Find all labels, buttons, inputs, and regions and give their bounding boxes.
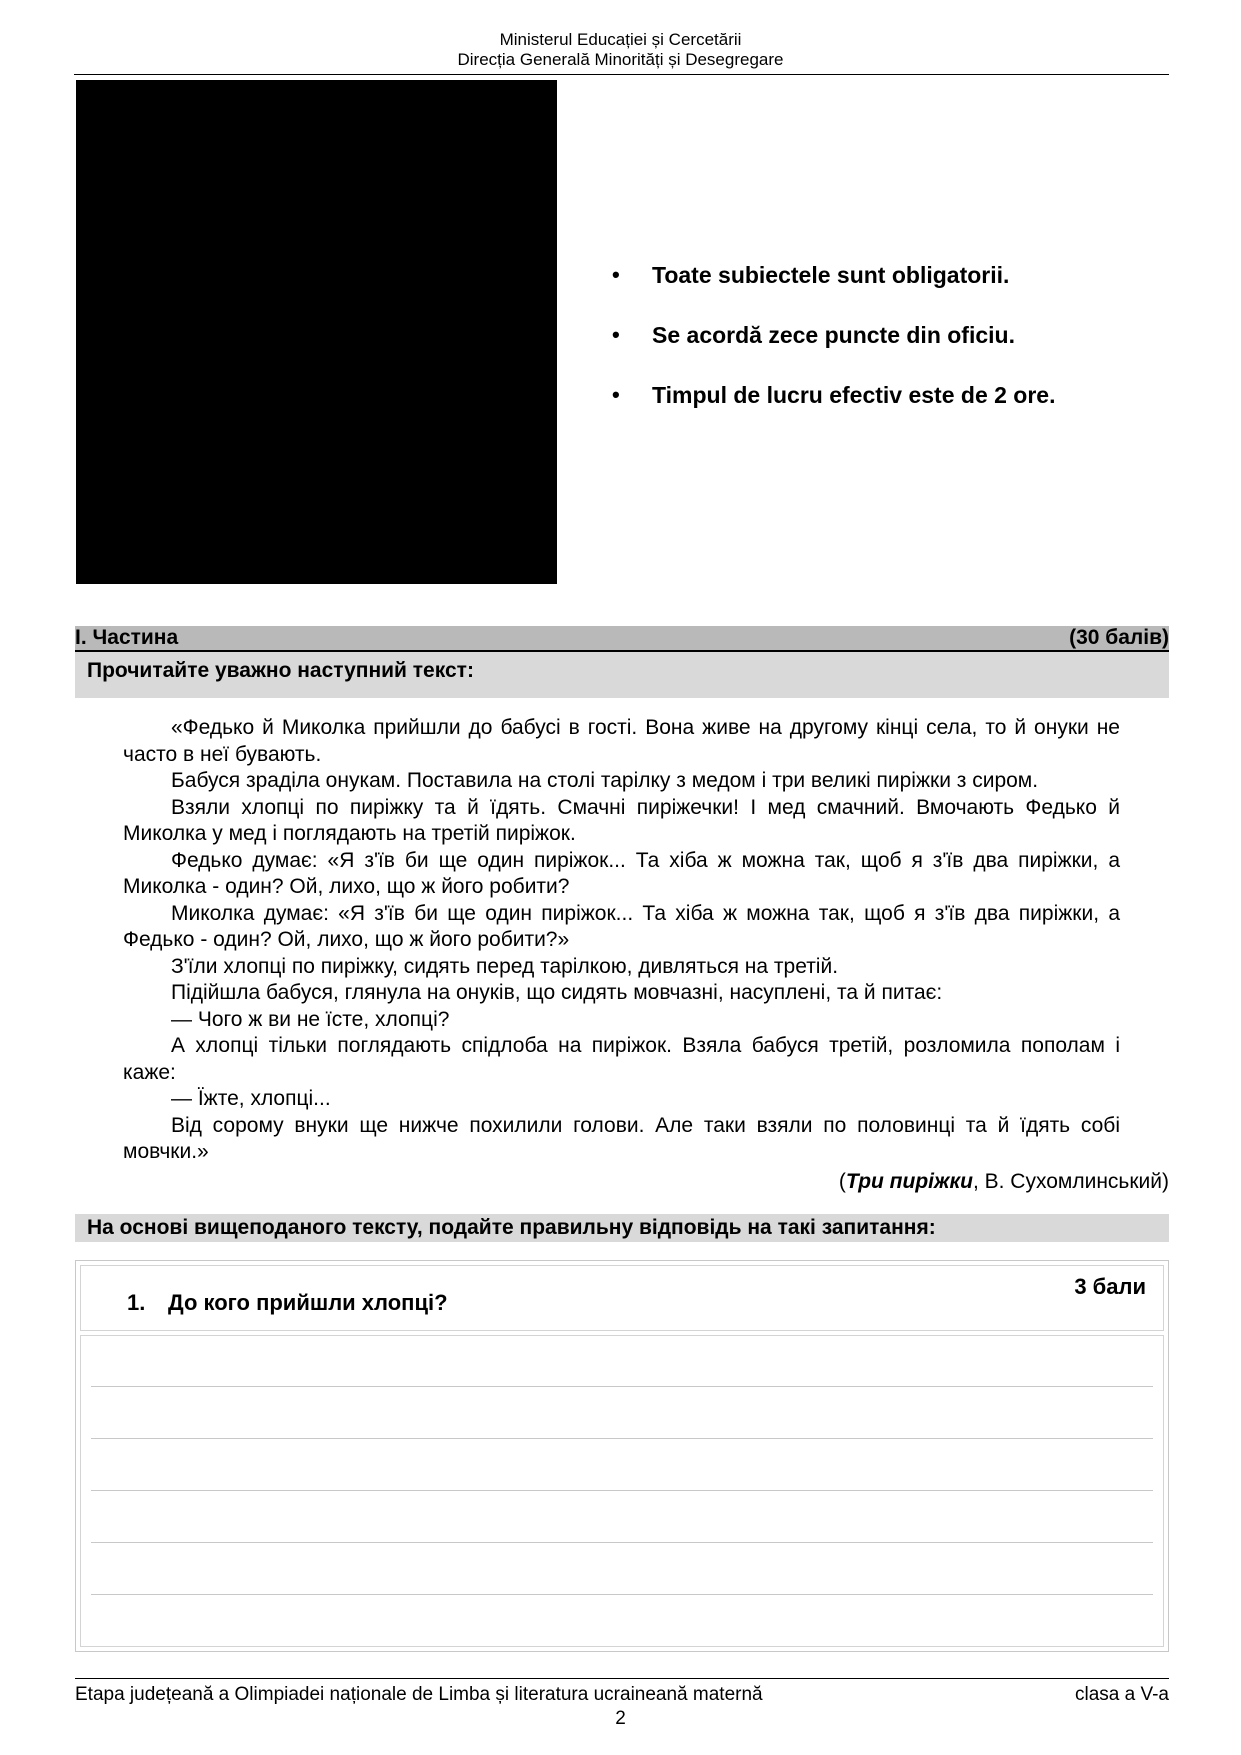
question-points: 3 бали: [1074, 1274, 1146, 1299]
answer-line: [91, 1594, 1153, 1595]
questions-instruction: На основі вищеподаного тексту, подайте правильну відповідь на такі запитання:: [75, 1214, 1169, 1242]
answer-line: [91, 1438, 1153, 1439]
header-ministry: Ministerul Educației și Cercetării: [499, 30, 742, 49]
header-divider: [74, 74, 1169, 75]
citation-title: Три пиріжки: [845, 1170, 973, 1193]
story-paragraph: «Федько й Миколка прийшли до бабусі в гості. Вона живе на другому кінці села, то й онуки не часто в неї бувають.: [123, 716, 1120, 766]
question-number: 1.: [127, 1290, 146, 1315]
header-directorate: Direcția Generală Minorități și Desegregare: [457, 50, 784, 69]
story-text: [123, 715, 1120, 1166]
story-paragraph: Бабуся зраділа онукам. Поставила на столі тарілку з медом і три великі пиріжки з сиром.: [171, 769, 1039, 792]
section-header: [75, 626, 1169, 650]
general-instructions: [612, 258, 1172, 438]
instruction-item: • Timpul de lucru efectiv este de 2 ore.: [612, 378, 1172, 438]
instruction-item: • Se acordă zece puncte din oficiu.: [612, 318, 1172, 378]
story-paragraph: А хлопці тільки поглядають спідлоба на пиріжок. Взяла бабуся третій, розломила пополам і каже:: [123, 1034, 1120, 1084]
redacted-image-block: [76, 80, 557, 584]
story-paragraph: — Їжте, хлопці...: [171, 1087, 331, 1110]
story-paragraph: Від сорому внуки ще нижче похилили голови. Але таки взяли по половинці та й їдять собі мовчки.»: [123, 1113, 1120, 1163]
page-number: 2: [615, 1708, 626, 1729]
story-citation: [839, 1169, 1169, 1195]
footer-competition: Etapa județeană a Olimpiadei naționale de Limba și literatura ucraineană maternă: [75, 1684, 763, 1705]
instruction-item: • Toate subiectele sunt obligatorii.: [612, 258, 1172, 318]
question-text: До кого прийшли хлопці?: [168, 1290, 448, 1315]
page-header: [0, 30, 1241, 70]
citation-open: (: [838, 1170, 846, 1193]
section-points: (30 балів): [1069, 626, 1169, 649]
answer-line: [91, 1386, 1153, 1387]
story-paragraph: — Чого ж ви не їсте, хлопці?: [171, 1007, 450, 1031]
question-1-block: [75, 1260, 1169, 1652]
story-paragraph: Взяли хлопці по пиріжку та й їдять. Смачні пиріжечки! І мед смачний. Вмочають Федько й Миколка у мед і поглядають на третій пиріжок.: [123, 795, 1120, 845]
answer-line: [91, 1490, 1153, 1491]
story-paragraph: Підійшла бабуся, глянула на онуків, що сидять мовчазні, насуплені, та й питає:: [171, 981, 943, 1004]
section-title: I. Частина: [75, 626, 179, 649]
footer-grade: clasa a V-a: [1075, 1684, 1169, 1705]
answer-area[interactable]: [80, 1335, 1164, 1647]
story-paragraph: Федько думає: «Я з'їв би ще один пиріжок... Та хіба ж можна так, щоб я з'їв два пиріжки, а Миколка - один? Ой, лихо, що ж його робити?: [123, 848, 1120, 898]
read-instruction: Прочитайте уважно наступний текст:: [75, 652, 1169, 698]
story-paragraph: Миколка думає: «Я з'їв би ще один пиріжок... Та хіба ж можна так, щоб я з'їв два пиріжки, а Федько - один? Ой, лихо, що ж його робити?»: [123, 901, 1120, 951]
question-header: [80, 1265, 1164, 1331]
answer-line: [91, 1542, 1153, 1543]
citation-author: , В. Сухомлинський): [972, 1170, 1169, 1193]
footer-divider: [75, 1678, 1169, 1679]
story-paragraph: З'їли хлопці по пиріжку, сидять перед тарілкою, дивляться на третій.: [171, 954, 839, 978]
